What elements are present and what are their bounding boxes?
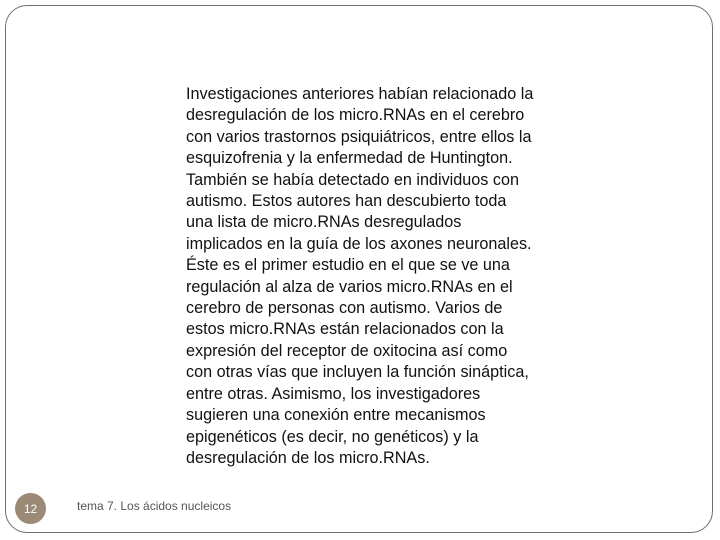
slide-body-text: Investigaciones anteriores habían relacionado la desregulación de los micro.RNAs en el cerebro con varios trastornos psiquiátricos, entre ellos la esquizofrenia y la enfermedad de Huntington. También se había detectado en individuos con autismo. Estos autores han descubierto toda una lista de micro.RNAs desregulados implicados en la guía de los axones neuronales. Éste es el primer estudio en el que se ve una regulación al alza de varios micro.RNAs en el cerebro de personas con autismo. Varios de estos micro.RNAs están relacionados con la expresión del receptor de oxitocina así como con otras vías que incluyen la función sináptica, entre otras. Asimismo, los investigadores sugieren una conexión entre mecanismos epigenéticos (es decir, no genéticos) y la desregulación de los micro.RNAs. <box>186 85 534 467</box>
page-number: 12 <box>23 501 38 516</box>
page-number-badge <box>15 493 46 524</box>
slide-footer: tema 7. Los ácidos nucleicos <box>77 499 232 513</box>
